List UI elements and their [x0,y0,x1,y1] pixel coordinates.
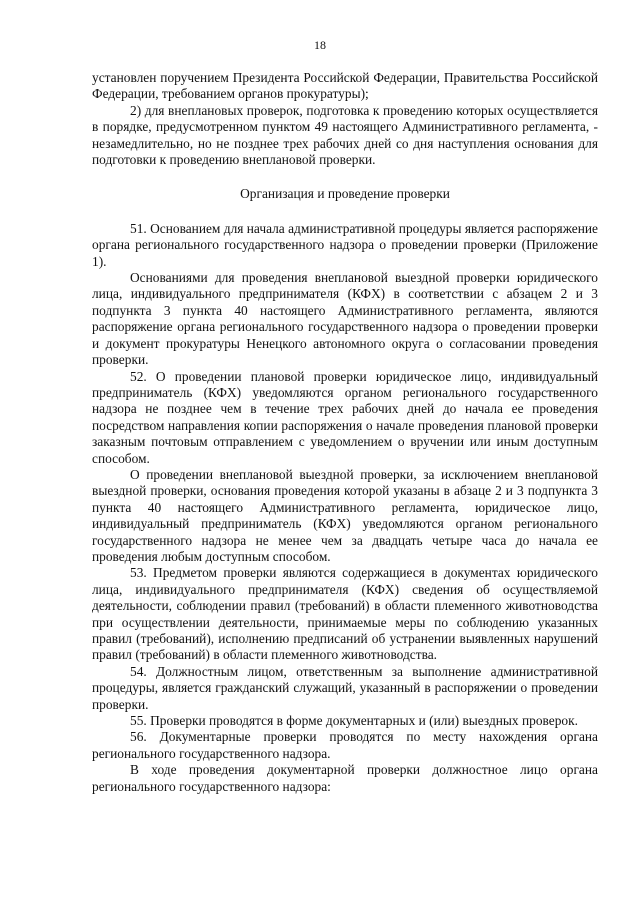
paragraph-continuation: установлен поручением Президента Российской Федерации, Правительства Российской Федерации, требованием органов прокуратуры); [92,70,598,102]
paragraph-52-unscheduled: О проведении внеплановой выездной проверки, за исключением внеплановой выездной проверки, основания проведения которой указаны в абзаце 2 и 3 подпункта 3 пункта 40 настоящего Административного регламента, юридическое лицо, индивидуальный предприниматель (КФХ) уведомляются органом регионального государственного надзора не менее чем за двадцать четыре часа до начала ее проведения любым доступным способом. [92,466,598,564]
paragraph-54: 54. Должностным лицом, ответственным за выполнение административной процедуры, является гражданский служащий, указанный в распоряжении о проведении проверки. [92,663,598,712]
paragraph-53: 53. Предметом проверки являются содержащиеся в документах юридического лица, индивидуального предпринимателя (КФХ) сведения об осуществляемой деятельности, соблюдении правил (требований) в области племенного животноводства при осуществлении деятельности, принимаемые меры по соблюдению указанных правил (требований), исполнению предписаний об устранении выявленных нарушений правил (требований) в области племенного животноводства. [92,565,598,663]
paragraph-56-documentary: В ходе проведения документарной проверки должностное лицо органа регионального государственного надзора: [92,762,598,794]
paragraph-item-2: 2) для внеплановых проверок, подготовка к проведению которых осуществляется в порядке, предусмотренном пунктом 49 настоящего Административного регламента, - незамедлительно, но не позднее трех рабочих дней со дня наступления основания для подготовки к проведению внеплановой проверки. [92,102,598,168]
page-number: 18 [314,38,326,52]
document-body [92,70,598,795]
paragraph-56: 56. Документарные проверки проводятся по месту нахождения органа регионального государственного надзора. [92,729,598,761]
paragraph-51: 51. Основанием для начала административной процедуры является распоряжение органа регионального государственного надзора о проведении проверки (Приложение 1). [92,220,598,269]
paragraph-51-grounds: Основаниями для проведения внеплановой выездной проверки юридического лица, индивидуального предпринимателя (КФХ) в соответствии с абзацем 2 и 3 подпункта 3 пункта 40 настоящего Административного регламента, являются распоряжение органа регионального государственного надзора о проведении проверки и документ прокуратуры Ненецкого автономного округа о согласовании проведения проверки. [92,270,598,368]
paragraph-52: 52. О проведении плановой проверки юридическое лицо, индивидуальный предприниматель (КФХ) уведомляются органом регионального государственного надзора не позднее чем в течение трех рабочих дней до начала ее проведения посредством направления копии распоряжения о начале проведения плановой проверки заказным почтовым отправлением с уведомлением о вручении или иным доступным способом. [92,368,598,466]
paragraph-55: 55. Проверки проводятся в форме документарных и (или) выездных проверок. [130,713,578,729]
section-heading: Организация и проведение проверки [240,186,450,202]
